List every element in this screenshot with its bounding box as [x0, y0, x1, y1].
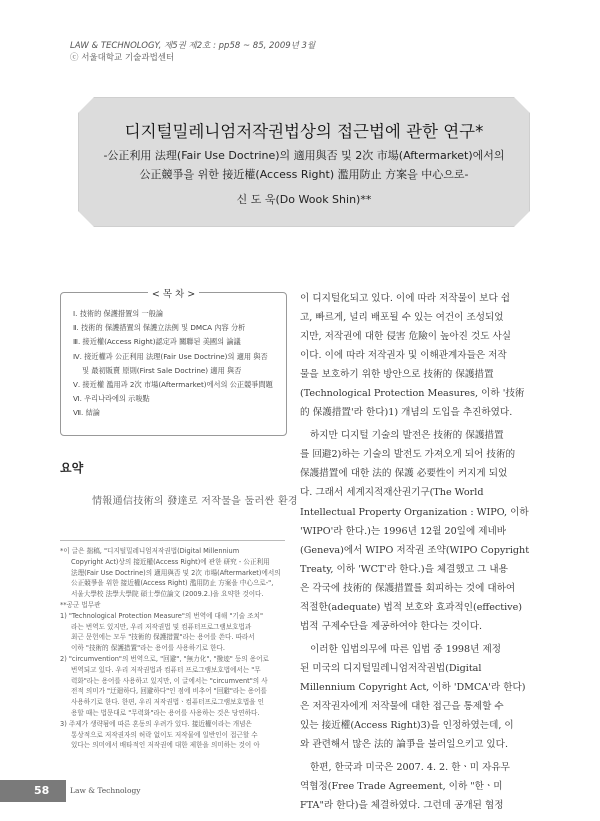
body-line: 된 미국의 디지털밀레니엄저작권법(Digital [300, 662, 482, 674]
body-line: 다. 그래서 세계지적재산권기구(The World [300, 487, 484, 499]
footnote-line: 사용하기로 한다. 한편, 우리 저작권법ㆍ컴퓨터프로그램보호법을 인 [71, 698, 265, 707]
author-name: 신 도 욱(Do Wook Shin)** [236, 193, 372, 206]
abstract-heading: 요약 [60, 461, 84, 475]
footnote-line: 최근 문헌에는 모두 "技術的 保護措置"라는 용어를 쓴다. 따라서 [71, 633, 255, 642]
body-line: 법적 구제수단을 제공하여야 한다는 것이다. [300, 620, 483, 632]
paper-subtitle-line1: -公正利用 法理(Fair Use Doctrine)의 適用與否 및 2次 市場(Aftermarket)에서의 [103, 149, 505, 162]
journal-name: Law & Technology [70, 786, 141, 795]
footnote-line: 통상적으로 저작권자의 허락 없이도 저작물에 일반인이 접근할 수 [71, 730, 258, 739]
footnote-line: 法理(Fair Use Doctrine)의 適用與否 및 2次 市場(Aftermarket)에서의 [71, 568, 281, 577]
title-box [78, 97, 530, 227]
footnote-line: 3) 주제가 생략됨에 따른 혼동의 우려가 있다. 接近權이라는 개념은 [60, 719, 252, 728]
body-column [300, 289, 540, 815]
body-line: 的 保護措置'라 한다)1) 개념의 도입을 추진하였다. [300, 407, 513, 419]
footnote-line: Copyright Act)상의 接近權(Access Right)에 관한 研究 - 公正利用 [71, 557, 270, 566]
body-line: 지만, 저작권에 대한 侵害 危險이 높아진 것도 사실 [300, 331, 512, 343]
body-line: 를 回避2)하는 기술의 발전도 가져오게 되어 技術的 [300, 449, 516, 461]
body-line: 'WIPO'라 한다.)는 1996년 12월 20일에 제네바 [300, 525, 507, 537]
body-line: 물을 보호하기 위한 방안으로 技術的 保護措置 [300, 369, 494, 381]
body-line: 保護措置에 대한 法的 保護 必要性이 커지게 되었 [300, 468, 508, 480]
body-line: Treaty, 이하 'WCT'라 한다.)을 체결했고 그 내용 [300, 563, 508, 575]
toc-item: Ⅵ. 우리나라에의 示唆點 [73, 394, 150, 404]
body-line: 하지만 디지털 기술의 발전은 技術的 保護措置 [310, 430, 504, 442]
page-number-block [0, 780, 66, 802]
header-citation: LAW & TECHNOLOGY, 제5권 제2호 : pp58 ~ 85, 2009년 3월 [70, 41, 316, 51]
body-line: 역협정(Free Trade Agreement, 이하 "한ㆍ미 [300, 781, 503, 793]
footnote-line: 公正競爭을 위한 接近權(Access Right) 濫用防止 方案을 中心으로-", [71, 579, 274, 588]
body-line: 있는 接近權(Access Right)3)을 인정하였는데, 이 [300, 720, 514, 732]
body-line: Intellectual Property Organization : WIPO, 이하 [300, 506, 529, 518]
paper-subtitle-line2: 公正競爭을 위한 接近權(Access Right) 濫用防止 方案을 中心으로- [139, 168, 469, 181]
footnote-line: 라는 번역도 있지만, 우리 저작권법 및 컴퓨터프로그램보호법과 [71, 622, 252, 631]
footnote-line: **공군 법무관 [60, 600, 101, 609]
toc-item: 및 最初販賣 原則(First Sale Doctrine) 適用 與否 [73, 365, 242, 375]
abstract-text: 情報通信技術의 發達로 저작물을 둘러싼 환경 [92, 496, 298, 507]
footnote-line: 2) "circumvention"의 번역으로, "回避", "無力化", "撥迹" 등의 용어로 [60, 654, 269, 663]
footnote-line: *이 글은 拙稿, "디지털밀레니엄저작권법(Digital Millennium [60, 547, 240, 555]
page-footer [0, 780, 600, 802]
footnote-line: 이하 "技術的 保護措置"라는 용어를 사용하기로 한다. [71, 644, 225, 653]
paper-title: 디지털밀레니엄저작권법상의 접근법에 관한 연구* [124, 122, 484, 141]
body-line: (Geneva)에서 WIPO 저작권 조약(WIPO Copyright [300, 544, 530, 556]
body-line: 이 디지털化되고 있다. 이에 따라 저작물이 보다 쉽 [300, 293, 511, 304]
toc-item: Ⅶ. 結論 [73, 408, 100, 418]
body-line: 은 저작권자에게 저작물에 대한 접근을 통제할 수 [300, 700, 504, 712]
toc-heading: < 목 차 > [148, 289, 199, 300]
table-of-contents [60, 289, 287, 436]
body-line: 와 관련해서 많은 法的 論爭을 불러일으키고 있다. [300, 739, 509, 751]
body-line: Millennium Copyright Act, 이하 'DMCA'라 한다) [300, 681, 526, 693]
body-line: 이다. 이에 따라 저작권자 및 이해관계자들은 저작 [300, 350, 507, 362]
footnote-line: 서울大學校 法學大學院 碩士學位論文 (2009.2.)을 요약한 것이다. [71, 590, 264, 599]
body-line: 이러한 입법의무에 따른 입법 중 1998년 제정 [310, 643, 501, 655]
footnote-line: 용할 때는 법문대로 "무력화"라는 용어를 사용하는 것은 당연하다. [71, 708, 260, 717]
body-line: 한편, 한국과 미국은 2007. 4. 2. 한ㆍ미 자유무 [310, 762, 510, 774]
body-line: 적절한(adequate) 법적 보호와 효과적인(effective) [300, 601, 523, 613]
footnote-line: 번역되고 있다. 우리 저작권법과 컴퓨터 프로그램보호법에서는 "무 [71, 665, 261, 674]
page-number: 58 [34, 784, 50, 797]
body-line: (Technological Protection Measures, 이하 '技術 [300, 388, 525, 400]
toc-item: Ⅳ. 接近權과 公正利用 法理(Fair Use Doctrine)의 適用 與否 [73, 351, 268, 361]
footnote-line: 전적 의미가 "迂廻하다, 回避하다"인 점에 비추어 "回避"라는 용어를 [71, 687, 267, 696]
toc-item: Ⅴ. 接近權 濫用과 2次 市場(Aftermarket)에서의 公正競爭問題 [73, 380, 273, 390]
journal-header [70, 40, 315, 64]
footnote-line: 력화"라는 용어를 사용하고 있지만, 이 글에서는 "circumvent"의 사 [71, 676, 268, 685]
body-line: 은 각국에 技術的 保護措置를 회피하는 것에 대하여 [300, 582, 516, 594]
footnote-divider [60, 540, 285, 541]
body-line: FTA"라 한다)을 체결하였다. 그런데 공개된 협정 [300, 800, 504, 812]
toc-item: Ⅰ. 技術的 保護措置의 一般論 [73, 309, 164, 318]
footnotes [60, 546, 285, 751]
toc-item: Ⅲ. 接近權(Access Right)認定과 關聯된 美國의 論議 [73, 337, 241, 347]
footnote-line: 1) "Technological Protection Measure"의 번역에 대해 "기술 조치" [60, 611, 264, 620]
header-publisher: ⓒ 서울대학교 기술과법센터 [70, 53, 175, 63]
footnote-line: 있다는 의미에서 배타적인 저작권에 대한 제한을 의미하는 것이 아 [71, 741, 260, 750]
body-line: 고, 빠르게, 널리 배포될 수 있는 여건이 조성되었 [300, 312, 504, 324]
toc-item: Ⅱ. 技術的 保護措置의 保護立法例 및 DMCA 內容 分析 [73, 323, 246, 333]
